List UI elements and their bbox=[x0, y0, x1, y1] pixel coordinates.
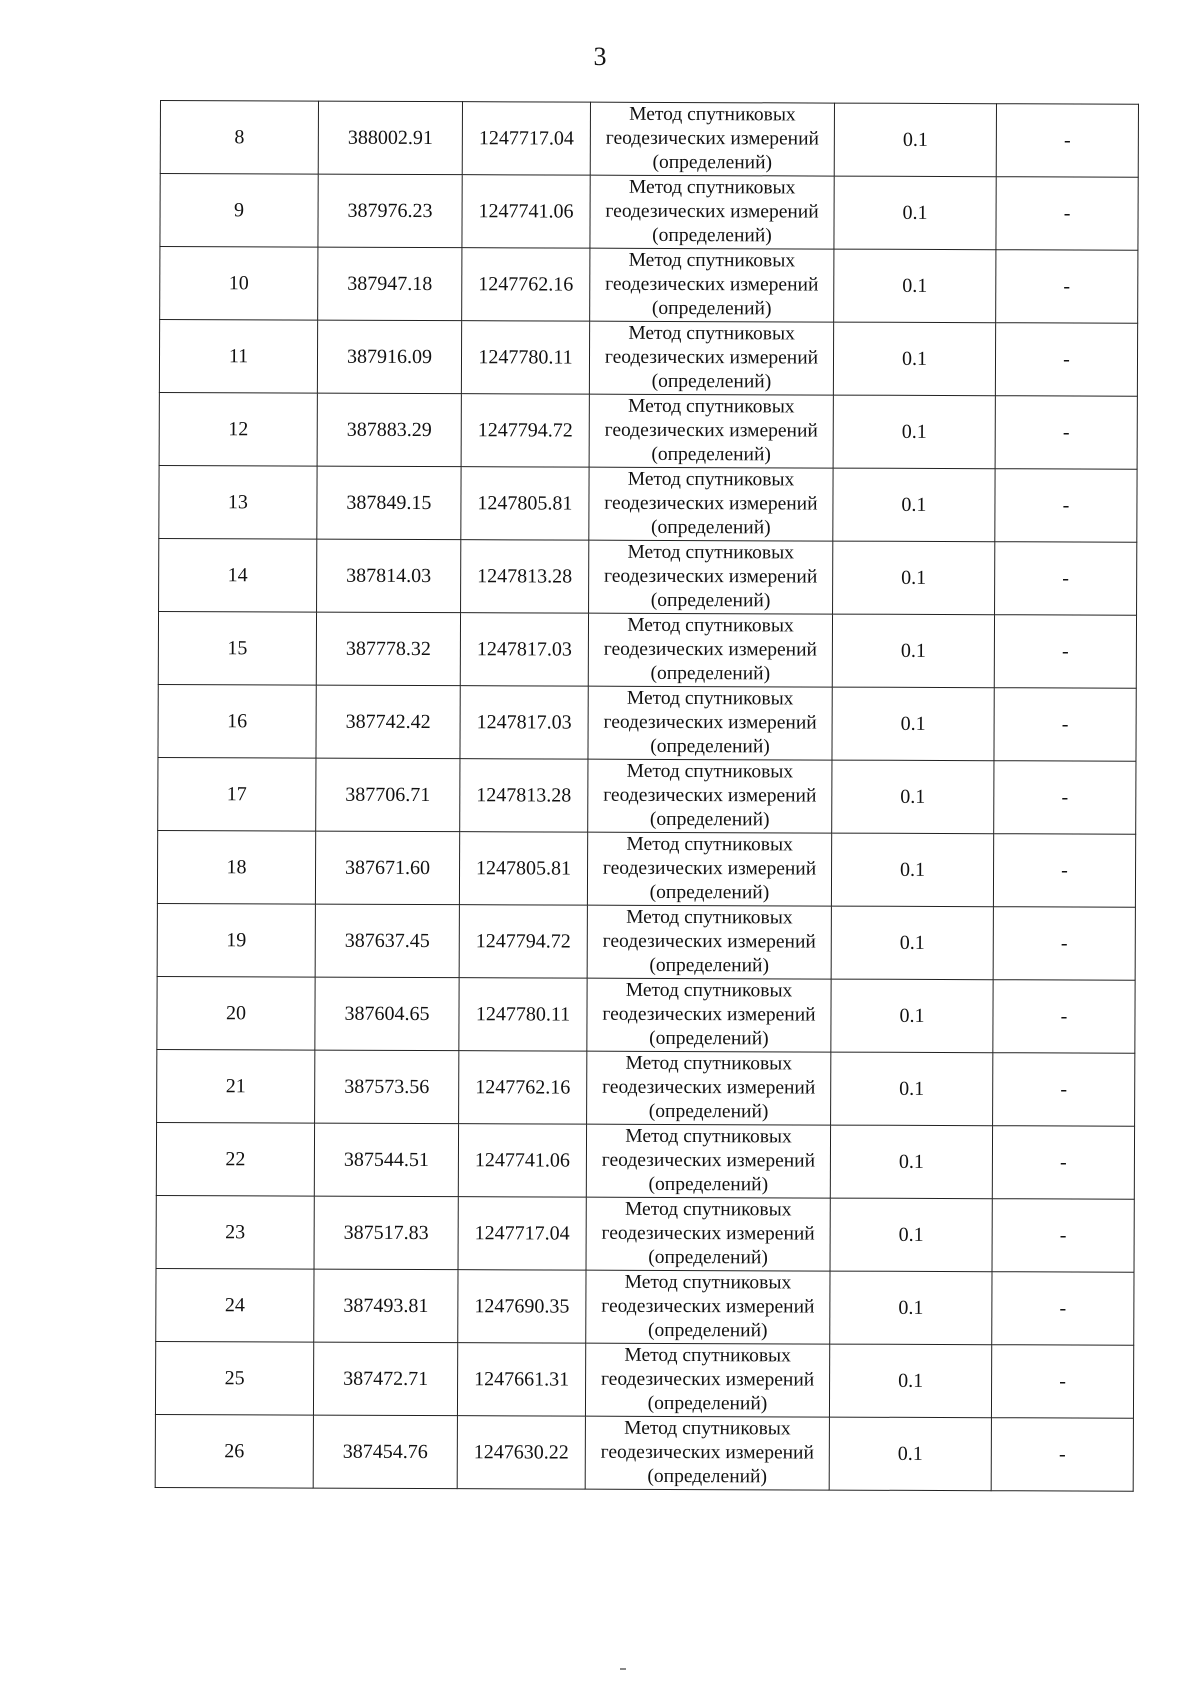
note-cell: - bbox=[992, 1126, 1134, 1200]
note-cell: - bbox=[991, 1345, 1133, 1419]
precision-cell: 0.1 bbox=[832, 687, 994, 761]
precision-cell: 0.1 bbox=[829, 1344, 991, 1418]
method-cell bbox=[587, 1051, 831, 1125]
y-coordinate-cell: 1247717.04 bbox=[462, 102, 590, 175]
method-line-1: Метод спутниковых bbox=[628, 322, 795, 345]
method-cell bbox=[589, 394, 833, 468]
method-line-1: Метод спутниковых bbox=[629, 103, 796, 126]
method-line-2: геодезических измерений bbox=[602, 1076, 816, 1099]
table-row bbox=[156, 1195, 1134, 1272]
precision-cell: 0.1 bbox=[829, 1417, 991, 1491]
note-cell: - bbox=[993, 907, 1135, 981]
precision-cell: 0.1 bbox=[833, 468, 995, 542]
method-line-1: Метод спутниковых bbox=[624, 1271, 792, 1294]
y-coordinate-cell: 1247805.81 bbox=[459, 832, 587, 905]
method-line-2: геодезических измерений bbox=[605, 127, 820, 150]
precision-cell: 0.1 bbox=[833, 322, 995, 396]
method-line-2: геодезических измерений bbox=[604, 419, 818, 442]
method-line-2: геодезических измерений bbox=[603, 784, 817, 807]
table-row bbox=[159, 538, 1137, 615]
method-line-3: (определений) bbox=[648, 1246, 768, 1269]
method-line-1: Метод спутниковых bbox=[625, 1125, 792, 1148]
method-line-3: (определений) bbox=[647, 1392, 768, 1415]
x-coordinate-cell: 387517.83 bbox=[314, 1196, 458, 1270]
method-line-3: (определений) bbox=[647, 1465, 768, 1488]
method-cell bbox=[586, 1270, 830, 1344]
method-line-2: геодезических измерений bbox=[604, 346, 819, 369]
method-line-2: геодезических измерений bbox=[602, 857, 817, 880]
x-coordinate-cell: 388002.91 bbox=[318, 101, 462, 175]
note-cell: - bbox=[991, 1418, 1133, 1492]
precision-cell: 0.1 bbox=[833, 541, 995, 615]
y-coordinate-cell: 1247813.28 bbox=[460, 759, 588, 832]
method-line-1: Метод спутниковых bbox=[624, 1417, 791, 1440]
y-coordinate-cell: 1247661.31 bbox=[457, 1343, 585, 1416]
method-cell bbox=[590, 248, 834, 322]
method-cell bbox=[590, 102, 834, 176]
table-row bbox=[158, 757, 1136, 834]
method-line-3: (определений) bbox=[650, 735, 770, 758]
method-cell bbox=[587, 832, 831, 906]
note-cell: - bbox=[996, 250, 1138, 324]
x-coordinate-cell: 387472.71 bbox=[313, 1342, 457, 1416]
method-cell bbox=[585, 1343, 829, 1417]
precision-cell: 0.1 bbox=[831, 1052, 993, 1126]
x-coordinate-cell: 387637.45 bbox=[315, 904, 459, 978]
precision-cell: 0.1 bbox=[831, 979, 993, 1053]
method-line-3: (определений) bbox=[649, 881, 770, 904]
point-number-cell: 23 bbox=[156, 1195, 314, 1269]
precision-cell: 0.1 bbox=[831, 906, 993, 980]
precision-cell: 0.1 bbox=[832, 760, 994, 834]
method-line-1: Метод спутниковых bbox=[624, 1198, 792, 1221]
y-coordinate-cell: 1247813.28 bbox=[461, 540, 589, 613]
y-coordinate-cell: 1247717.04 bbox=[458, 1197, 586, 1270]
method-line-2: геодезических измерений bbox=[601, 1149, 816, 1172]
table-row bbox=[156, 1268, 1134, 1345]
method-cell bbox=[585, 1416, 829, 1490]
table-row bbox=[159, 465, 1137, 542]
method-line-1: Метод спутниковых bbox=[626, 687, 794, 710]
method-line-2: геодезических измерений bbox=[601, 1295, 815, 1318]
method-line-1: Метод спутниковых bbox=[628, 176, 796, 199]
method-cell bbox=[586, 1124, 830, 1198]
note-cell: - bbox=[995, 542, 1137, 616]
note-cell: - bbox=[994, 688, 1136, 762]
method-line-3: (определений) bbox=[649, 954, 770, 977]
method-line-3: (определений) bbox=[650, 589, 771, 612]
x-coordinate-cell: 387573.56 bbox=[315, 1050, 459, 1124]
page-number: 3 bbox=[593, 42, 607, 71]
method-line-3: (определений) bbox=[651, 443, 771, 466]
method-cell bbox=[588, 759, 832, 833]
method-cell bbox=[587, 978, 831, 1052]
point-number-cell: 26 bbox=[155, 1414, 313, 1488]
method-line-1: Метод спутниковых bbox=[627, 468, 795, 491]
method-line-3: (определений) bbox=[649, 808, 770, 831]
table-row bbox=[158, 611, 1136, 688]
table-row bbox=[156, 1122, 1134, 1199]
precision-cell: 0.1 bbox=[832, 614, 994, 688]
method-line-3: (определений) bbox=[650, 662, 771, 685]
method-line-2: геодезических измерений bbox=[601, 1222, 815, 1245]
method-line-2: геодезических измерений bbox=[604, 492, 818, 515]
table-row bbox=[159, 320, 1137, 397]
x-coordinate-cell: 387849.15 bbox=[317, 466, 461, 540]
method-line-2: геодезических измерений bbox=[600, 1368, 815, 1391]
point-number-cell: 20 bbox=[157, 976, 315, 1050]
table-row bbox=[155, 1414, 1133, 1491]
point-number-cell: 18 bbox=[157, 830, 315, 904]
note-cell: - bbox=[993, 980, 1135, 1054]
x-coordinate-cell: 387814.03 bbox=[317, 539, 461, 613]
method-line-1: Метод спутниковых bbox=[625, 979, 793, 1002]
method-line-2: геодезических измерений bbox=[602, 930, 816, 953]
x-coordinate-cell: 387706.71 bbox=[316, 758, 460, 832]
method-cell bbox=[588, 686, 832, 760]
y-coordinate-cell: 1247780.11 bbox=[461, 321, 589, 394]
note-cell: - bbox=[994, 615, 1136, 689]
method-line-3: (определений) bbox=[651, 297, 772, 320]
table-row bbox=[160, 174, 1138, 251]
method-line-3: (определений) bbox=[648, 1173, 769, 1196]
point-number-cell: 19 bbox=[157, 903, 315, 977]
scan-mark bbox=[620, 1668, 626, 1670]
note-cell: - bbox=[995, 469, 1137, 543]
table-row bbox=[160, 101, 1138, 178]
method-line-3: (определений) bbox=[651, 516, 771, 539]
precision-cell: 0.1 bbox=[834, 249, 996, 323]
method-cell bbox=[589, 467, 833, 541]
method-line-3: (определений) bbox=[647, 1319, 768, 1342]
x-coordinate-cell: 387454.76 bbox=[313, 1415, 457, 1489]
method-line-1: Метод спутниковых bbox=[628, 249, 796, 272]
precision-cell: 0.1 bbox=[834, 103, 996, 177]
x-coordinate-cell: 387976.23 bbox=[318, 174, 462, 248]
method-line-1: Метод спутниковых bbox=[626, 760, 794, 783]
note-cell: - bbox=[992, 1199, 1134, 1273]
method-cell bbox=[588, 613, 832, 687]
y-coordinate-cell: 1247762.16 bbox=[462, 248, 590, 321]
note-cell: - bbox=[994, 761, 1136, 835]
y-coordinate-cell: 1247780.11 bbox=[459, 978, 587, 1051]
point-number-cell: 21 bbox=[157, 1049, 315, 1123]
point-number-cell: 8 bbox=[160, 101, 318, 175]
method-line-1: Метод спутниковых bbox=[626, 906, 793, 929]
note-cell: - bbox=[993, 1053, 1135, 1127]
point-number-cell: 24 bbox=[156, 1268, 314, 1342]
method-line-3: (определений) bbox=[648, 1100, 769, 1123]
x-coordinate-cell: 387742.42 bbox=[316, 685, 460, 759]
table-row bbox=[155, 1341, 1133, 1418]
method-line-3: (определений) bbox=[652, 151, 773, 174]
y-coordinate-cell: 1247794.72 bbox=[461, 394, 589, 467]
x-coordinate-cell: 387883.29 bbox=[317, 393, 461, 467]
method-cell bbox=[587, 905, 831, 979]
y-coordinate-cell: 1247817.03 bbox=[460, 686, 588, 759]
note-cell: - bbox=[996, 104, 1138, 178]
x-coordinate-cell: 387493.81 bbox=[314, 1269, 458, 1343]
point-number-cell: 12 bbox=[159, 392, 317, 466]
table-body bbox=[155, 101, 1138, 1492]
x-coordinate-cell: 387544.51 bbox=[314, 1123, 458, 1197]
point-number-cell: 9 bbox=[160, 174, 318, 248]
table-row bbox=[157, 903, 1135, 980]
x-coordinate-cell: 387604.65 bbox=[315, 977, 459, 1051]
precision-cell: 0.1 bbox=[831, 833, 993, 907]
method-line-3: (определений) bbox=[649, 1027, 769, 1050]
method-line-2: геодезических измерений bbox=[602, 1003, 816, 1026]
point-number-cell: 10 bbox=[160, 247, 318, 321]
method-cell bbox=[586, 1197, 830, 1271]
y-coordinate-cell: 1247805.81 bbox=[461, 467, 589, 540]
y-coordinate-cell: 1247817.03 bbox=[460, 613, 588, 686]
note-cell: - bbox=[993, 834, 1135, 908]
method-line-1: Метод спутниковых bbox=[624, 1344, 791, 1367]
method-line-1: Метод спутниковых bbox=[625, 1052, 793, 1075]
method-line-2: геодезических измерений bbox=[605, 200, 819, 223]
y-coordinate-cell: 1247794.72 bbox=[459, 905, 587, 978]
point-number-cell: 25 bbox=[155, 1341, 313, 1415]
y-coordinate-cell: 1247741.06 bbox=[458, 1124, 586, 1197]
method-line-1: Метод спутниковых bbox=[627, 541, 795, 564]
y-coordinate-cell: 1247690.35 bbox=[458, 1270, 586, 1343]
point-number-cell: 11 bbox=[159, 320, 317, 394]
method-line-1: Метод спутниковых bbox=[627, 614, 794, 637]
y-coordinate-cell: 1247762.16 bbox=[459, 1051, 587, 1124]
method-line-2: геодезических измерений bbox=[603, 638, 818, 661]
precision-cell: 0.1 bbox=[834, 176, 996, 250]
method-line-2: геодезических измерений bbox=[603, 711, 817, 734]
method-cell bbox=[590, 175, 834, 249]
x-coordinate-cell: 387947.18 bbox=[318, 247, 462, 321]
point-number-cell: 14 bbox=[159, 538, 317, 612]
method-cell bbox=[589, 321, 833, 395]
table-row bbox=[159, 392, 1137, 469]
method-line-1: Метод спутниковых bbox=[626, 833, 793, 856]
x-coordinate-cell: 387916.09 bbox=[317, 320, 461, 394]
table-row bbox=[157, 1049, 1135, 1126]
precision-cell: 0.1 bbox=[830, 1125, 992, 1199]
method-line-3: (определений) bbox=[652, 224, 772, 247]
precision-cell: 0.1 bbox=[830, 1198, 992, 1272]
precision-cell: 0.1 bbox=[830, 1271, 992, 1345]
note-cell: - bbox=[995, 323, 1137, 397]
note-cell: - bbox=[995, 396, 1137, 470]
table-row bbox=[158, 684, 1136, 761]
x-coordinate-cell: 387671.60 bbox=[315, 831, 459, 905]
table-row bbox=[160, 247, 1138, 324]
x-coordinate-cell: 387778.32 bbox=[316, 612, 460, 686]
point-number-cell: 13 bbox=[159, 465, 317, 539]
method-line-1: Метод спутниковых bbox=[628, 395, 795, 418]
note-cell: - bbox=[992, 1272, 1134, 1346]
note-cell: - bbox=[996, 177, 1138, 251]
precision-cell: 0.1 bbox=[833, 395, 995, 469]
point-number-cell: 15 bbox=[158, 611, 316, 685]
y-coordinate-cell: 1247741.06 bbox=[462, 175, 590, 248]
method-line-3: (определений) bbox=[651, 370, 772, 393]
method-cell bbox=[589, 540, 833, 614]
y-coordinate-cell: 1247630.22 bbox=[457, 1416, 585, 1489]
coordinates-table bbox=[155, 100, 1139, 1492]
table-row bbox=[157, 830, 1135, 907]
method-line-2: геодезических измерений bbox=[604, 565, 818, 588]
method-line-2: геодезических измерений bbox=[605, 273, 819, 296]
method-line-2: геодезических измерений bbox=[600, 1441, 814, 1464]
point-number-cell: 16 bbox=[158, 684, 316, 758]
point-number-cell: 17 bbox=[158, 757, 316, 831]
point-number-cell: 22 bbox=[156, 1122, 314, 1196]
table-row bbox=[157, 976, 1135, 1053]
